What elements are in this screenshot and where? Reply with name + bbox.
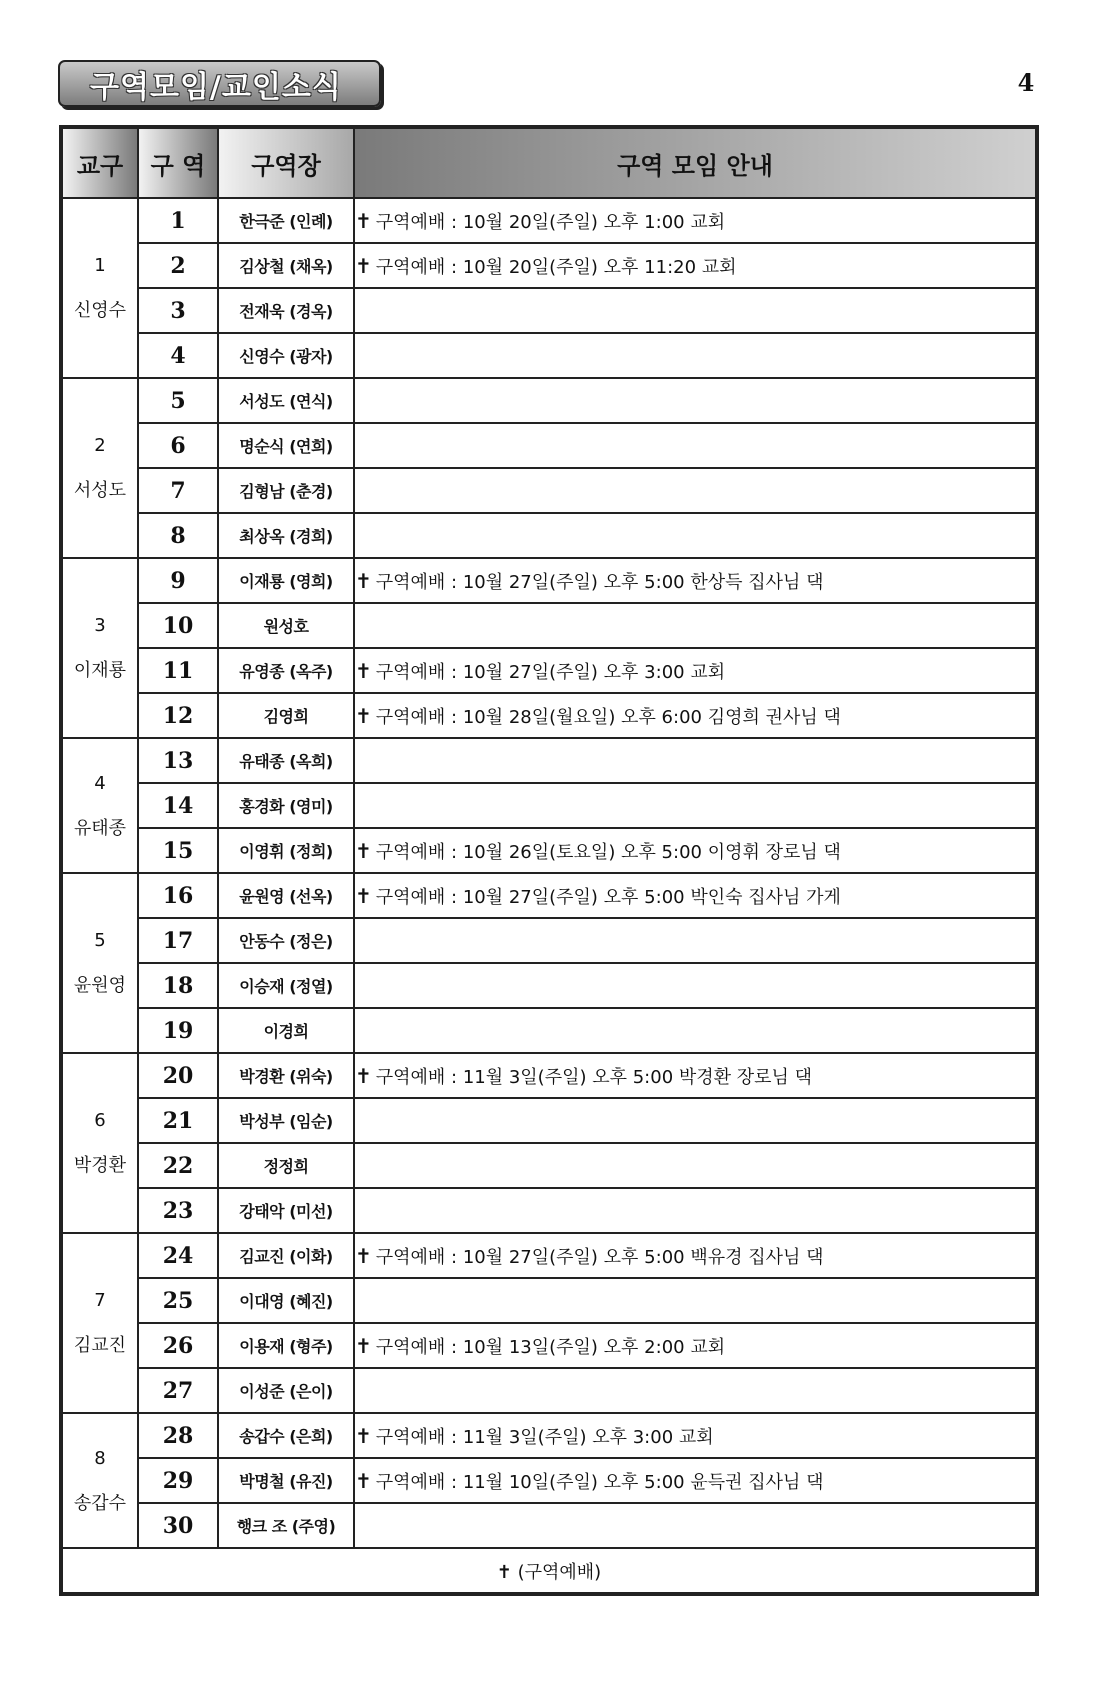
meeting-info (354, 1098, 1037, 1143)
group-leader: 정정희 (218, 1143, 354, 1188)
meeting-info (354, 918, 1037, 963)
group-number: 5 (138, 378, 218, 423)
meeting-info (354, 1008, 1037, 1053)
group-leader: 김교진 (이화) (218, 1233, 354, 1278)
meeting-info-text: 구역예배 : 11월 10일(주일) 오후 5:00 윤득권 집사님 댁 (375, 1471, 824, 1493)
meeting-info-text: 구역예배 : 10월 20일(주일) 오후 1:00 교회 (375, 211, 726, 233)
table-row (61, 1278, 1037, 1323)
meeting-info-text: 구역예배 : 10월 20일(주일) 오후 11:20 교회 (375, 256, 737, 278)
meeting-info (354, 468, 1037, 513)
group-number: 12 (138, 693, 218, 738)
meeting-info (354, 603, 1037, 648)
district-cell (61, 558, 138, 738)
legend-row (61, 1548, 1037, 1594)
group-leader: 한극준 (인례) (218, 198, 354, 243)
group-leader: 송갑수 (은희) (218, 1413, 354, 1458)
legend-cell (61, 1548, 1037, 1594)
meeting-info (354, 873, 1037, 918)
group-number: 28 (138, 1413, 218, 1458)
page-number: 4 (1017, 68, 1035, 97)
table-row (61, 1368, 1037, 1413)
district-pastor-name: 박경환 (73, 1155, 127, 1176)
table-row (61, 873, 1037, 918)
group-number: 25 (138, 1278, 218, 1323)
table-row (61, 288, 1037, 333)
page-title-box (58, 60, 381, 107)
meeting-info-text: 구역예배 : 10월 27일(주일) 오후 5:00 한상득 집사님 댁 (375, 571, 824, 593)
cross-icon: ✝ (496, 1561, 512, 1583)
district-cell (61, 738, 138, 873)
meeting-info (354, 1368, 1037, 1413)
table-row (61, 738, 1037, 783)
group-leader: 원성호 (218, 603, 354, 648)
group-leader: 명순식 (연희) (218, 423, 354, 468)
district-pastor-name: 윤원영 (73, 975, 127, 996)
district-cell (61, 1053, 138, 1233)
table-row (61, 558, 1037, 603)
group-leader: 이대영 (혜진) (218, 1278, 354, 1323)
cross-icon: ✝ (355, 1423, 372, 1448)
group-number: 4 (138, 333, 218, 378)
group-leader: 유영종 (옥주) (218, 648, 354, 693)
meeting-info (354, 693, 1037, 738)
district-number: 7 (94, 1290, 106, 1311)
group-number: 24 (138, 1233, 218, 1278)
meeting-info-text: 구역예배 : 10월 26일(토요일) 오후 5:00 이영휘 장로님 댁 (375, 841, 841, 863)
group-leader: 박명철 (유진) (218, 1458, 354, 1503)
table-row (61, 783, 1037, 828)
group-leader: 이경희 (218, 1008, 354, 1053)
table-row (61, 333, 1037, 378)
meeting-info (354, 1053, 1037, 1098)
table-row (61, 198, 1037, 243)
group-number: 7 (138, 468, 218, 513)
district-cell (61, 378, 138, 558)
group-leader: 신영수 (광자) (218, 333, 354, 378)
meeting-info (354, 783, 1037, 828)
group-number: 2 (138, 243, 218, 288)
group-number: 18 (138, 963, 218, 1008)
legend-text: (구역예배) (517, 1561, 602, 1583)
group-number: 20 (138, 1053, 218, 1098)
table-row (61, 693, 1037, 738)
table-row (61, 1008, 1037, 1053)
group-number: 3 (138, 288, 218, 333)
group-number: 6 (138, 423, 218, 468)
meeting-info (354, 558, 1037, 603)
cross-icon: ✝ (355, 253, 372, 278)
meeting-info (354, 288, 1037, 333)
group-leader: 행크 조 (주영) (218, 1503, 354, 1548)
meeting-info-text: 구역예배 : 10월 13일(주일) 오후 2:00 교회 (375, 1336, 726, 1358)
table-row (61, 1458, 1037, 1503)
group-leader: 이용재 (형주) (218, 1323, 354, 1368)
cross-icon: ✝ (355, 883, 372, 908)
cross-icon: ✝ (355, 658, 372, 683)
meeting-info (354, 1143, 1037, 1188)
group-leader: 김형남 (춘경) (218, 468, 354, 513)
meeting-info (354, 1503, 1037, 1548)
district-number: 8 (94, 1447, 106, 1469)
table-row (61, 468, 1037, 513)
meeting-info (354, 243, 1037, 288)
meeting-info (354, 423, 1037, 468)
meeting-info (354, 198, 1037, 243)
district-pastor-name: 이재룡 (73, 660, 127, 681)
group-leader: 이승재 (정열) (218, 963, 354, 1008)
district-cell (61, 873, 138, 1053)
group-leader: 박성부 (임순) (218, 1098, 354, 1143)
district-number: 3 (94, 615, 106, 636)
table-row (61, 378, 1037, 423)
cross-icon: ✝ (355, 208, 372, 233)
cross-icon: ✝ (355, 568, 372, 593)
group-number: 27 (138, 1368, 218, 1413)
table-row (61, 648, 1037, 693)
group-leader: 김영희 (218, 693, 354, 738)
group-number: 22 (138, 1143, 218, 1188)
district-number: 1 (94, 255, 106, 276)
district-pastor-name: 김교진 (73, 1335, 127, 1356)
district-cell (61, 1233, 138, 1413)
table-row (61, 1503, 1037, 1548)
group-leader: 전재욱 (경옥) (218, 288, 354, 333)
table-row (61, 963, 1037, 1008)
table-row (61, 1323, 1037, 1368)
district-pastor-name: 송갑수 (73, 1492, 127, 1514)
group-number: 30 (138, 1503, 218, 1548)
group-number: 29 (138, 1458, 218, 1503)
district-pastor-name: 신영수 (73, 300, 127, 321)
cross-icon: ✝ (355, 703, 372, 728)
group-number: 26 (138, 1323, 218, 1368)
group-number: 19 (138, 1008, 218, 1053)
table-row (61, 1143, 1037, 1188)
group-leader: 홍경화 (영미) (218, 783, 354, 828)
meeting-info (354, 333, 1037, 378)
meeting-info-text: 구역예배 : 11월 3일(주일) 오후 3:00 교회 (375, 1426, 714, 1448)
cross-icon: ✝ (355, 1468, 372, 1493)
group-number: 8 (138, 513, 218, 558)
table-row (61, 513, 1037, 558)
page-title: 구역모임/교인소식 (90, 69, 342, 105)
meeting-info (354, 513, 1037, 558)
table-row (61, 1098, 1037, 1143)
table-header-row (61, 127, 1037, 198)
group-leader: 이재룡 (영희) (218, 558, 354, 603)
cross-icon: ✝ (355, 1243, 372, 1268)
group-leader: 강태악 (미선) (218, 1188, 354, 1233)
group-leader: 김상철 (채옥) (218, 243, 354, 288)
meeting-info-text: 구역예배 : 11월 3일(주일) 오후 5:00 박경환 장로님 댁 (375, 1066, 813, 1088)
group-leader: 유태종 (옥희) (218, 738, 354, 783)
district-number: 2 (94, 435, 106, 456)
group-number: 11 (138, 648, 218, 693)
meeting-info (354, 963, 1037, 1008)
district-number: 4 (94, 772, 106, 794)
group-leader: 윤원영 (선옥) (218, 873, 354, 918)
group-number: 1 (138, 198, 218, 243)
district-cell (61, 198, 138, 378)
group-number: 10 (138, 603, 218, 648)
meeting-info (354, 1233, 1037, 1278)
group-leader: 이성준 (은이) (218, 1368, 354, 1413)
group-number: 21 (138, 1098, 218, 1143)
group-leader: 안동수 (정은) (218, 918, 354, 963)
group-number: 13 (138, 738, 218, 783)
district-cell (61, 1413, 138, 1548)
meeting-info (354, 1323, 1037, 1368)
group-number: 23 (138, 1188, 218, 1233)
meeting-info (354, 378, 1037, 423)
district-meeting-table (59, 125, 1039, 1596)
meeting-info-text: 구역예배 : 10월 28일(월요일) 오후 6:00 김영희 권사님 댁 (375, 706, 841, 728)
table-row (61, 423, 1037, 468)
meeting-info (354, 738, 1037, 783)
group-number: 16 (138, 873, 218, 918)
meeting-info-text: 구역예배 : 10월 27일(주일) 오후 5:00 백유경 집사님 댁 (375, 1246, 824, 1268)
header-meeting-info: 구역 모임 안내 (354, 127, 1037, 198)
table-row (61, 243, 1037, 288)
district-number: 6 (94, 1110, 106, 1131)
district-pastor-name: 유태종 (73, 817, 127, 839)
meeting-info-text: 구역예배 : 10월 27일(주일) 오후 5:00 박인숙 집사님 가게 (375, 886, 841, 908)
group-number: 14 (138, 783, 218, 828)
table-row (61, 918, 1037, 963)
header-gyogu: 교구 (61, 127, 138, 198)
district-number: 5 (94, 930, 106, 951)
meeting-info (354, 648, 1037, 693)
district-pastor-name: 서성도 (73, 480, 127, 501)
group-number: 17 (138, 918, 218, 963)
meeting-info (354, 1458, 1037, 1503)
table-row (61, 1188, 1037, 1233)
meeting-info-text: 구역예배 : 10월 27일(주일) 오후 3:00 교회 (375, 661, 726, 683)
meeting-info (354, 828, 1037, 873)
header-guyeok: 구 역 (138, 127, 218, 198)
cross-icon: ✝ (355, 838, 372, 863)
meeting-info (354, 1413, 1037, 1458)
table-row (61, 828, 1037, 873)
cross-icon: ✝ (355, 1333, 372, 1358)
header-leader: 구역장 (218, 127, 354, 198)
group-leader: 이영휘 (정희) (218, 828, 354, 873)
group-leader: 박경환 (위숙) (218, 1053, 354, 1098)
group-number: 15 (138, 828, 218, 873)
group-number: 9 (138, 558, 218, 603)
group-leader: 최상옥 (경희) (218, 513, 354, 558)
table-row (61, 1053, 1037, 1098)
meeting-info (354, 1188, 1037, 1233)
group-leader: 서성도 (연식) (218, 378, 354, 423)
cross-icon: ✝ (355, 1063, 372, 1088)
meeting-info (354, 1278, 1037, 1323)
table-row (61, 1233, 1037, 1278)
table-row (61, 1413, 1037, 1458)
table-row (61, 603, 1037, 648)
